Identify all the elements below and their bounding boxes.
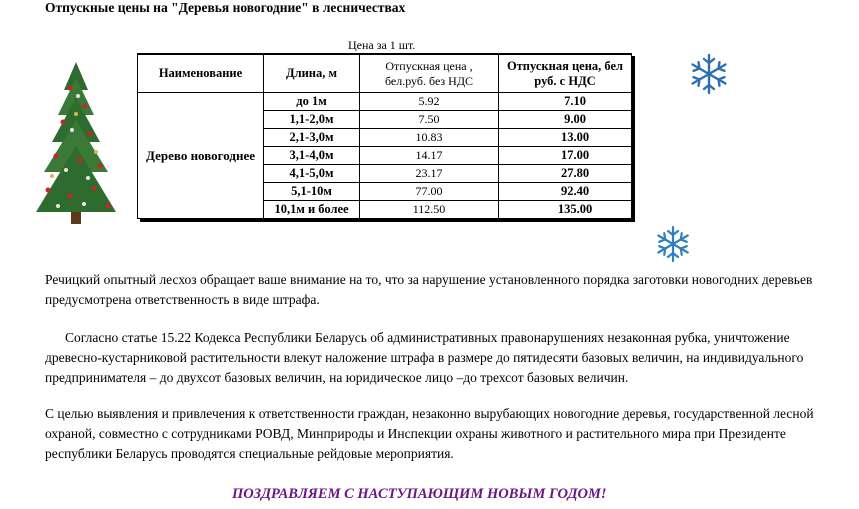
length-cell: 10,1м и более — [264, 201, 360, 219]
length-cell: 4,1-5,0м — [264, 165, 360, 183]
header-length: Длина, м — [264, 54, 360, 93]
price-vat-cell: 27.80 — [499, 165, 632, 183]
header-name: Наименование — [138, 54, 264, 93]
header-price-vat: Отпускная цена, бел руб. с НДС — [499, 54, 632, 93]
length-cell: до 1м — [264, 93, 360, 111]
price-no-vat-cell: 23.17 — [360, 165, 499, 183]
price-no-vat-cell: 5.92 — [360, 93, 499, 111]
header-price-no-vat: Отпускная цена , бел.руб. без НДС — [360, 54, 499, 93]
price-no-vat-cell: 10.83 — [360, 129, 499, 147]
length-cell: 5,1-10м — [264, 183, 360, 201]
price-vat-cell: 7.10 — [499, 93, 632, 111]
snowflake-icon — [688, 53, 730, 95]
price-vat-cell: 92.40 — [499, 183, 632, 201]
snowflake-icon — [654, 225, 692, 263]
table-row — [138, 93, 632, 111]
table-header-row — [138, 54, 632, 93]
price-no-vat-cell: 7.50 — [360, 111, 499, 129]
price-caption: Цена за 1 шт. — [348, 38, 416, 52]
price-vat-cell: 135.00 — [499, 201, 632, 219]
law-paragraph: Согласно статье 15.22 Кодекса Республики Беларусь об административных правонарушениях незаконная рубка, уничтожение древесно-кустарниковой растительности влекут наложение штрафа в размере до пятидесяти базовых величин, на индивидуального предпринимателя – до двухсот базовых величин, на юридическое лицо –до трехсот базовых величин. — [45, 330, 804, 385]
price-no-vat-cell: 112.50 — [360, 201, 499, 219]
notice-paragraph: Речицкий опытный лесхоз обращает ваше внимание на то, что за нарушение установленного порядка заготовки новогодних деревьев предусмотрена ответственность в виде штрафа. — [45, 272, 813, 307]
price-table — [137, 53, 632, 219]
price-vat-cell: 13.00 — [499, 129, 632, 147]
price-vat-cell: 17.00 — [499, 147, 632, 165]
product-name-cell: Дерево новогоднее — [138, 93, 264, 219]
new-year-greeting: ПОЗДРАВЛЯЕМ С НАСТУПАЮЩИМ НОВЫМ ГОДОМ! — [232, 486, 607, 502]
christmas-tree-icon — [30, 60, 122, 228]
raids-paragraph: С целью выявления и привлечения к ответственности граждан, незаконно вырубающих новогодние деревья, государственной лесной охраной, совместно с сотрудниками РОВД, Минприроды и Инспекции охраны животного и растительного мира при Президенте республики Беларусь проводятся специальные рейдовые мероприятия. — [45, 406, 814, 461]
price-no-vat-cell: 77.00 — [360, 183, 499, 201]
page-title: Отпускные цены на "Деревья новогодние" в лесничествах — [45, 0, 406, 15]
length-cell: 2,1-3,0м — [264, 129, 360, 147]
price-vat-cell: 9.00 — [499, 111, 632, 129]
length-cell: 1,1-2,0м — [264, 111, 360, 129]
length-cell: 3,1-4,0м — [264, 147, 360, 165]
price-no-vat-cell: 14.17 — [360, 147, 499, 165]
